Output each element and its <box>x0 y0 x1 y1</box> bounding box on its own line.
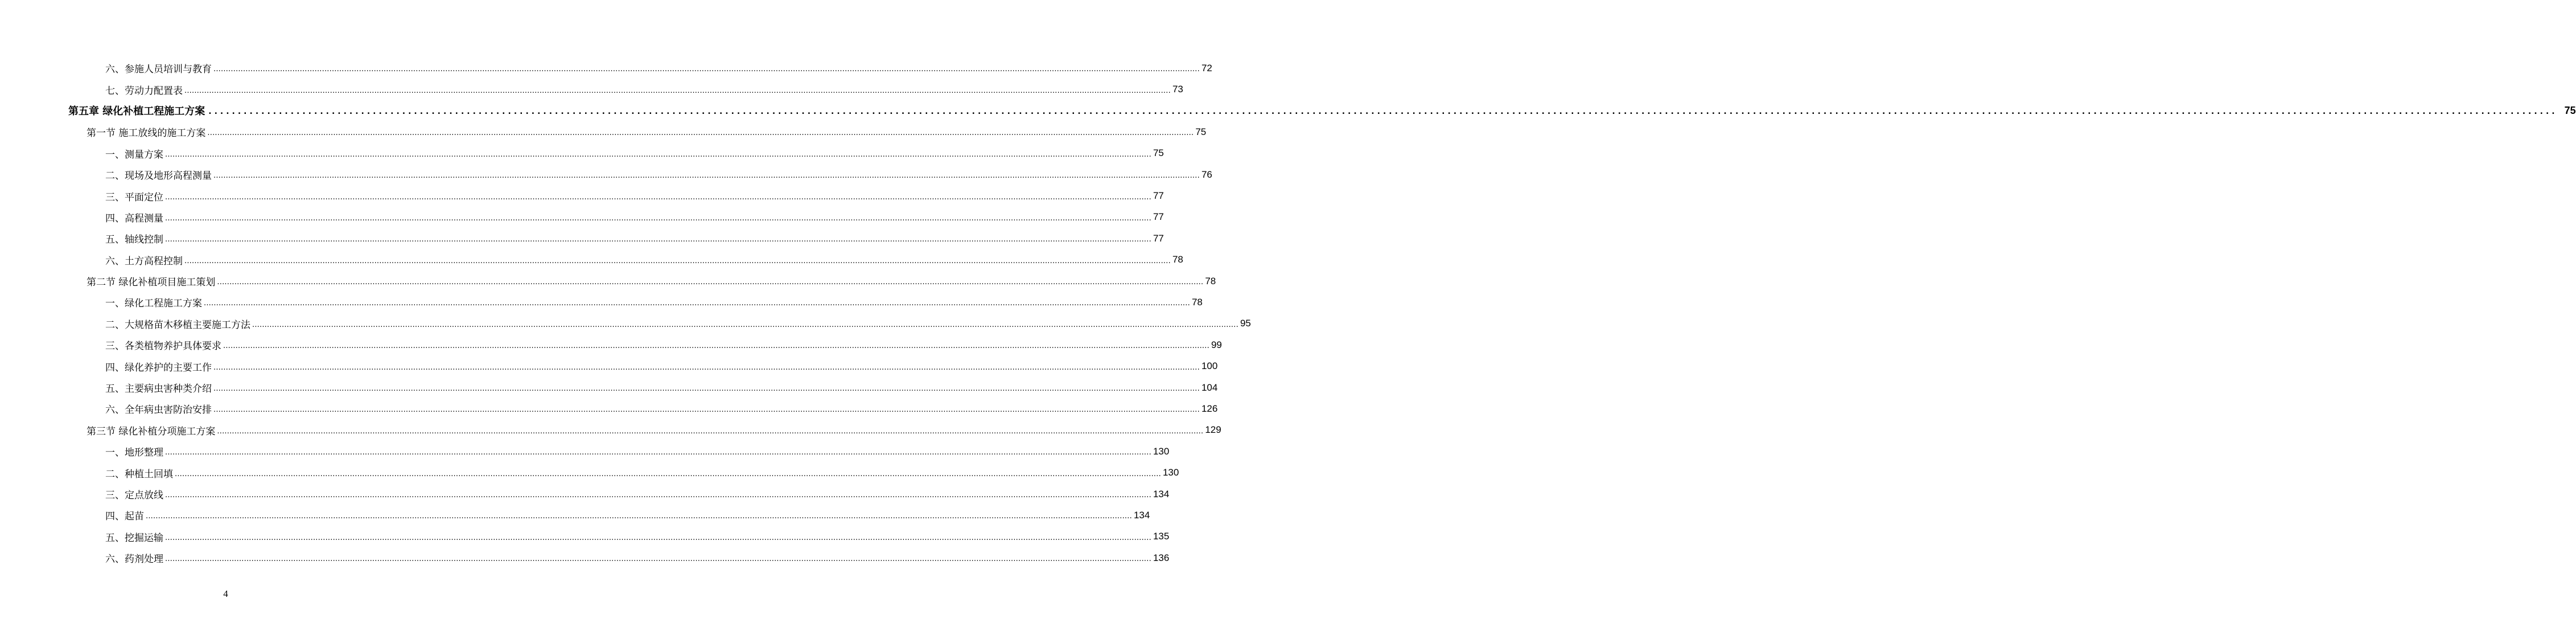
dot-leader: ................................................................................................................................................................................................................................................................................................................................................................................................................ <box>213 384 1200 394</box>
toc-entry-page: 95 <box>1240 318 1251 329</box>
toc-entry-title: 五、轴线控制 <box>105 234 163 246</box>
toc-entry-title: 一、地形整理 <box>105 447 163 459</box>
dot-leader: ................................................................................................................................................................................................................................................................................................................................................................................................................ <box>213 65 1200 74</box>
toc-entry-page: 78 <box>1172 254 1183 265</box>
toc-entry-page: 126 <box>1201 403 1218 414</box>
toc-entry[interactable] <box>0 185 1164 206</box>
dot-leader: ................................................................................................................................................................................................................................................................................................................................................................................................................ <box>184 86 1171 95</box>
toc-entry-title: 六、药剂处理 <box>105 554 163 566</box>
toc-entry[interactable] <box>0 355 1218 376</box>
dot-leader: ................................................................................................................................................................................................................................................................................................................................................................................................................ <box>165 555 1151 564</box>
toc-entry-title: 二、种植土回填 <box>105 468 173 480</box>
dot-leader: ................................................................................................................................................................................................................................................................................................................................................................................................................ <box>223 342 1209 351</box>
toc-entry[interactable] <box>0 547 1170 568</box>
toc-entry-page: 78 <box>1191 296 1203 308</box>
toc-entry[interactable] <box>0 398 1218 419</box>
toc-entry-page: 77 <box>1153 190 1164 202</box>
toc-entry-page: 75 <box>1153 148 1164 159</box>
toc-entry-page: 134 <box>1133 509 1150 521</box>
dot-leader: ................................................................................................................................................................................................................................................................................................................................................................................................................ <box>217 278 1204 287</box>
toc-entry-title: 第一节 施工放线的施工方案 <box>87 128 206 140</box>
toc-section-entry[interactable] <box>0 121 1207 142</box>
dot-leader: ................................................................................................................................................................................................................................................................................................................................................................................................................ <box>165 235 1151 244</box>
toc-entry[interactable] <box>0 143 1164 164</box>
dot-leader: ................................................................................................................................................................................................................................................................................................................................................................................................................ <box>165 533 1151 542</box>
toc-entry[interactable] <box>0 462 1179 483</box>
toc-entry-title: 五、主要病虫害种类介绍 <box>105 383 212 395</box>
toc-entry-page: 100 <box>1201 361 1218 372</box>
dot-leader: ................................................................................................................................................................................................................................................................................................................................................................................................................ <box>208 107 2558 117</box>
dot-leader: ................................................................................................................................................................................................................................................................................................................................................................................................................ <box>175 469 1161 478</box>
toc-entry[interactable] <box>0 313 1251 334</box>
toc-entry[interactable] <box>0 164 1212 185</box>
dot-leader: ................................................................................................................................................................................................................................................................................................................................................................................................................ <box>165 448 1151 457</box>
toc-entry-title: 一、测量方案 <box>105 149 163 161</box>
dot-leader: ................................................................................................................................................................................................................................................................................................................................................................................................................ <box>252 320 1238 329</box>
toc-entry-page: 99 <box>1211 339 1222 350</box>
toc-section-entry[interactable] <box>0 271 1216 292</box>
toc-entry-page: 76 <box>1201 169 1212 180</box>
dot-leader: ................................................................................................................................................................................................................................................................................................................................................................................................................ <box>146 512 1132 521</box>
toc-entry-title: 六、参施人员培训与教育 <box>105 64 212 76</box>
toc-entry-page: 129 <box>1205 424 1221 436</box>
dot-leader: ................................................................................................................................................................................................................................................................................................................................................................................................................ <box>165 491 1151 499</box>
toc-entry-title: 一、绿化工程施工方案 <box>105 298 202 310</box>
dot-leader: ................................................................................................................................................................................................................................................................................................................................................................................................................ <box>204 299 1190 308</box>
toc-entry-title: 四、高程测量 <box>105 212 163 224</box>
toc-entry-page: 130 <box>1162 467 1179 478</box>
toc-entry-title: 二、大规格苗木移植主要施工方法 <box>105 319 250 331</box>
toc-entry-title: 第二节 绿化补植项目施工策划 <box>87 277 216 289</box>
dot-leader: ................................................................................................................................................................................................................................................................................................................................................................................................................ <box>213 363 1200 372</box>
toc-entry-page: 75 <box>2564 104 2576 116</box>
toc-chapter-entry[interactable] <box>0 100 2576 121</box>
dot-leader: ................................................................................................................................................................................................................................................................................................................................................................................................................ <box>165 192 1151 202</box>
toc-entry[interactable] <box>0 207 1164 228</box>
toc-entry-page: 134 <box>1153 488 1170 499</box>
toc-entry-page: 104 <box>1201 382 1218 393</box>
toc-entry-title: 三、定点放线 <box>105 490 163 501</box>
toc-entry-title: 第五章 绿化补植工程施工方案 <box>68 105 205 118</box>
toc-entry[interactable] <box>0 334 1222 355</box>
dot-leader: ................................................................................................................................................................................................................................................................................................................................................................................................................ <box>217 427 1204 436</box>
toc-entry-title: 五、挖掘运输 <box>105 532 163 544</box>
toc-entry[interactable] <box>0 505 1150 526</box>
dot-leader: ................................................................................................................................................................................................................................................................................................................................................................................................................ <box>165 150 1151 159</box>
toc-entry-title: 六、全年病虫害防治安排 <box>105 404 212 416</box>
toc-entry-title: 六、土方高程控制 <box>105 255 183 267</box>
toc-entry-title: 二、现场及地形高程测量 <box>105 170 212 182</box>
table-of-contents <box>0 58 2576 568</box>
toc-entry-title: 三、平面定位 <box>105 191 163 203</box>
toc-entry[interactable] <box>0 526 1170 547</box>
toc-entry-page: 136 <box>1153 552 1170 563</box>
toc-entry[interactable] <box>0 79 1183 100</box>
toc-entry[interactable] <box>0 228 1164 249</box>
toc-entry-title: 七、劳动力配置表 <box>105 85 183 97</box>
toc-entry-page: 130 <box>1153 445 1170 457</box>
toc-entry-page: 78 <box>1205 275 1216 286</box>
toc-entry-page: 77 <box>1153 211 1164 223</box>
toc-entry-title: 三、各类植物养护具体要求 <box>105 341 221 353</box>
dot-leader: ................................................................................................................................................................................................................................................................................................................................................................................................................ <box>213 405 1200 415</box>
toc-entry-page: 72 <box>1201 62 1212 73</box>
dot-leader: ................................................................................................................................................................................................................................................................................................................................................................................................................ <box>213 171 1200 181</box>
dot-leader: ................................................................................................................................................................................................................................................................................................................................................................................................................ <box>207 129 1194 138</box>
toc-entry[interactable] <box>0 484 1170 505</box>
toc-entry-title: 四、起苗 <box>105 511 144 523</box>
dot-leader: ................................................................................................................................................................................................................................................................................................................................................................................................................ <box>165 214 1151 223</box>
page-number: 4 <box>223 588 228 599</box>
toc-entry-page: 77 <box>1153 232 1164 244</box>
toc-entry[interactable] <box>0 292 1203 313</box>
toc-entry-page: 135 <box>1153 531 1170 542</box>
toc-entry-title: 第三节 绿化补植分项施工方案 <box>87 425 216 437</box>
toc-entry-title: 四、绿化养护的主要工作 <box>105 362 212 374</box>
toc-entry-page: 73 <box>1172 84 1183 95</box>
toc-entry[interactable] <box>0 441 1170 462</box>
toc-entry[interactable] <box>0 58 1212 79</box>
toc-section-entry[interactable] <box>0 420 1221 441</box>
toc-entry-page: 75 <box>1195 126 1207 137</box>
dot-leader: ................................................................................................................................................................................................................................................................................................................................................................................................................ <box>184 256 1171 265</box>
toc-entry[interactable] <box>0 249 1183 271</box>
toc-entry[interactable] <box>0 377 1218 398</box>
